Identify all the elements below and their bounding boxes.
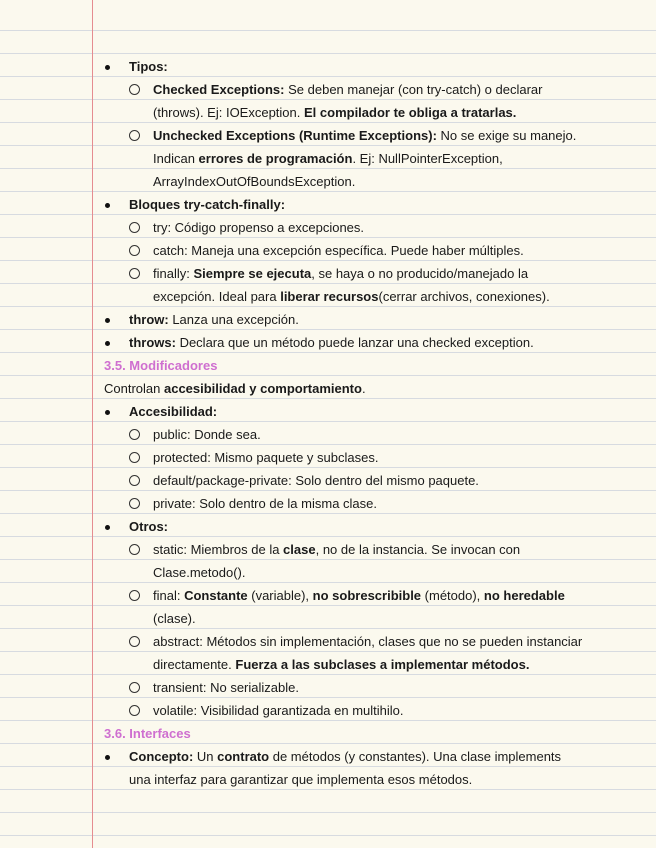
text: default/package-private: Solo dentro del mismo paquete.: [153, 473, 479, 488]
text: excepción. Ideal para: [153, 289, 281, 304]
bullet-icon: [105, 755, 110, 760]
bold-text: Accesibilidad:: [129, 404, 218, 419]
hollow-bullet-icon: [129, 636, 140, 647]
note-line: [104, 331, 634, 354]
hollow-bullet-icon: [129, 84, 140, 95]
note-line: [104, 124, 634, 147]
hollow-bullet-icon: [129, 705, 140, 716]
text: abstract: Métodos sin implementación, clases que no se pueden instanciar: [153, 634, 583, 649]
note-line: [104, 699, 634, 722]
note-line: [104, 262, 634, 285]
bold-text: Otros:: [129, 519, 168, 534]
note-line: [104, 147, 634, 170]
text: . Ej: NullPointerException,: [352, 151, 503, 166]
text: (throws). Ej: IOException.: [153, 105, 304, 120]
note-line: [104, 285, 634, 308]
note-line: [104, 676, 634, 699]
text: Controlan: [104, 381, 164, 396]
bold-text: Siempre se ejecuta: [193, 266, 312, 281]
hollow-bullet-icon: [129, 590, 140, 601]
bold-text: Bloques try-catch-finally:: [129, 197, 286, 212]
note-line: [104, 607, 634, 630]
note-line: [104, 515, 634, 538]
text: public: Donde sea.: [153, 427, 261, 442]
bold-text: accesibilidad y comportamiento: [163, 381, 362, 396]
text: (cerrar archivos, conexiones).: [378, 289, 550, 304]
note-line: [104, 101, 634, 124]
hollow-bullet-icon: [129, 498, 140, 509]
hollow-bullet-icon: [129, 544, 140, 555]
bold-text: no heredable: [483, 588, 565, 603]
note-line: [104, 561, 634, 584]
text: , no de la instancia. Se invocan con: [315, 542, 521, 557]
bold-text: Tipos:: [129, 59, 168, 74]
bold-text: Fuerza a las subclases a implementar métodos.: [235, 657, 530, 672]
text: static: Miembros de la: [153, 542, 284, 557]
text: 3.5. Modificadores: [104, 358, 218, 373]
text: Se deben manejar (con try-catch) o declarar: [284, 82, 543, 97]
text: Clase.metodo().: [153, 565, 246, 580]
note-line: [104, 170, 634, 193]
hollow-bullet-icon: [129, 452, 140, 463]
hollow-bullet-icon: [129, 130, 140, 141]
bold-text: contrato: [217, 749, 270, 764]
hollow-bullet-icon: [129, 245, 140, 256]
note-line: [104, 78, 634, 101]
text: (variable),: [247, 588, 313, 603]
bold-text: liberar recursos: [280, 289, 379, 304]
note-line: [104, 745, 634, 768]
text: Indican: [153, 151, 199, 166]
note-line: [104, 216, 634, 239]
note-line: [104, 423, 634, 446]
hollow-bullet-icon: [129, 429, 140, 440]
note-line: [104, 492, 634, 515]
text: protected: Mismo paquete y subclases.: [153, 450, 379, 465]
text: (clase).: [153, 611, 196, 626]
text: directamente.: [153, 657, 236, 672]
text: Un: [193, 749, 218, 764]
note-line: [104, 768, 634, 791]
text: una interfaz para garantizar que implementa esos métodos.: [129, 772, 473, 787]
bullet-icon: [105, 203, 110, 208]
bullet-icon: [105, 341, 110, 346]
bold-text: Concepto:: [129, 749, 194, 764]
note-line: [104, 239, 634, 262]
text: Declara que un método puede lanzar una checked exception.: [175, 335, 534, 350]
bold-text: throw:: [129, 312, 169, 327]
text: volatile: Visibilidad garantizada en multihilo.: [153, 703, 404, 718]
hollow-bullet-icon: [129, 222, 140, 233]
note-line: [104, 630, 634, 653]
text: (método),: [421, 588, 484, 603]
text: transient: No serializable.: [153, 680, 299, 695]
hollow-bullet-icon: [129, 268, 140, 279]
text: try: Código propenso a excepciones.: [153, 220, 365, 235]
bold-text: Checked Exceptions:: [153, 82, 285, 97]
text: de métodos (y constantes). Una clase implements: [269, 749, 562, 764]
hollow-bullet-icon: [129, 682, 140, 693]
text: finally:: [153, 266, 194, 281]
text: .: [361, 381, 366, 396]
text: Lanza una excepción.: [168, 312, 299, 327]
text: , se haya o no producido/manejado la: [311, 266, 529, 281]
bold-text: no sobrescribible: [312, 588, 422, 603]
note-line: [104, 193, 634, 216]
note-line: [104, 400, 634, 423]
section-heading: [104, 354, 634, 377]
note-line: [104, 469, 634, 492]
bold-text: Constante: [184, 588, 248, 603]
bold-text: Unchecked Exceptions (Runtime Exceptions):: [153, 128, 437, 143]
text: 3.6. Interfaces: [104, 726, 191, 741]
note-line: [104, 538, 634, 561]
text: catch: Maneja una excepción específica. Puede haber múltiples.: [153, 243, 524, 258]
section-heading: [104, 722, 634, 745]
bold-text: El compilador te obliga a tratarlas.: [304, 105, 517, 120]
bullet-icon: [105, 525, 110, 530]
text: No se exige su manejo.: [436, 128, 577, 143]
bold-text: errores de programación: [198, 151, 353, 166]
text: private: Solo dentro de la misma clase.: [153, 496, 377, 511]
note-line: [104, 584, 634, 607]
notebook-margin-line: [92, 0, 93, 848]
note-line: [104, 446, 634, 469]
bullet-icon: [105, 410, 110, 415]
bullet-icon: [105, 318, 110, 323]
text: final:: [153, 588, 185, 603]
bold-text: throws:: [129, 335, 176, 350]
note-line: [104, 55, 634, 78]
bold-text: clase: [283, 542, 316, 557]
note-line: [104, 377, 634, 400]
text: ArrayIndexOutOfBoundsException.: [153, 174, 356, 189]
note-line: [104, 653, 634, 676]
hollow-bullet-icon: [129, 475, 140, 486]
note-line: [104, 308, 634, 331]
notes-content: [104, 55, 634, 791]
bullet-icon: [105, 65, 110, 70]
